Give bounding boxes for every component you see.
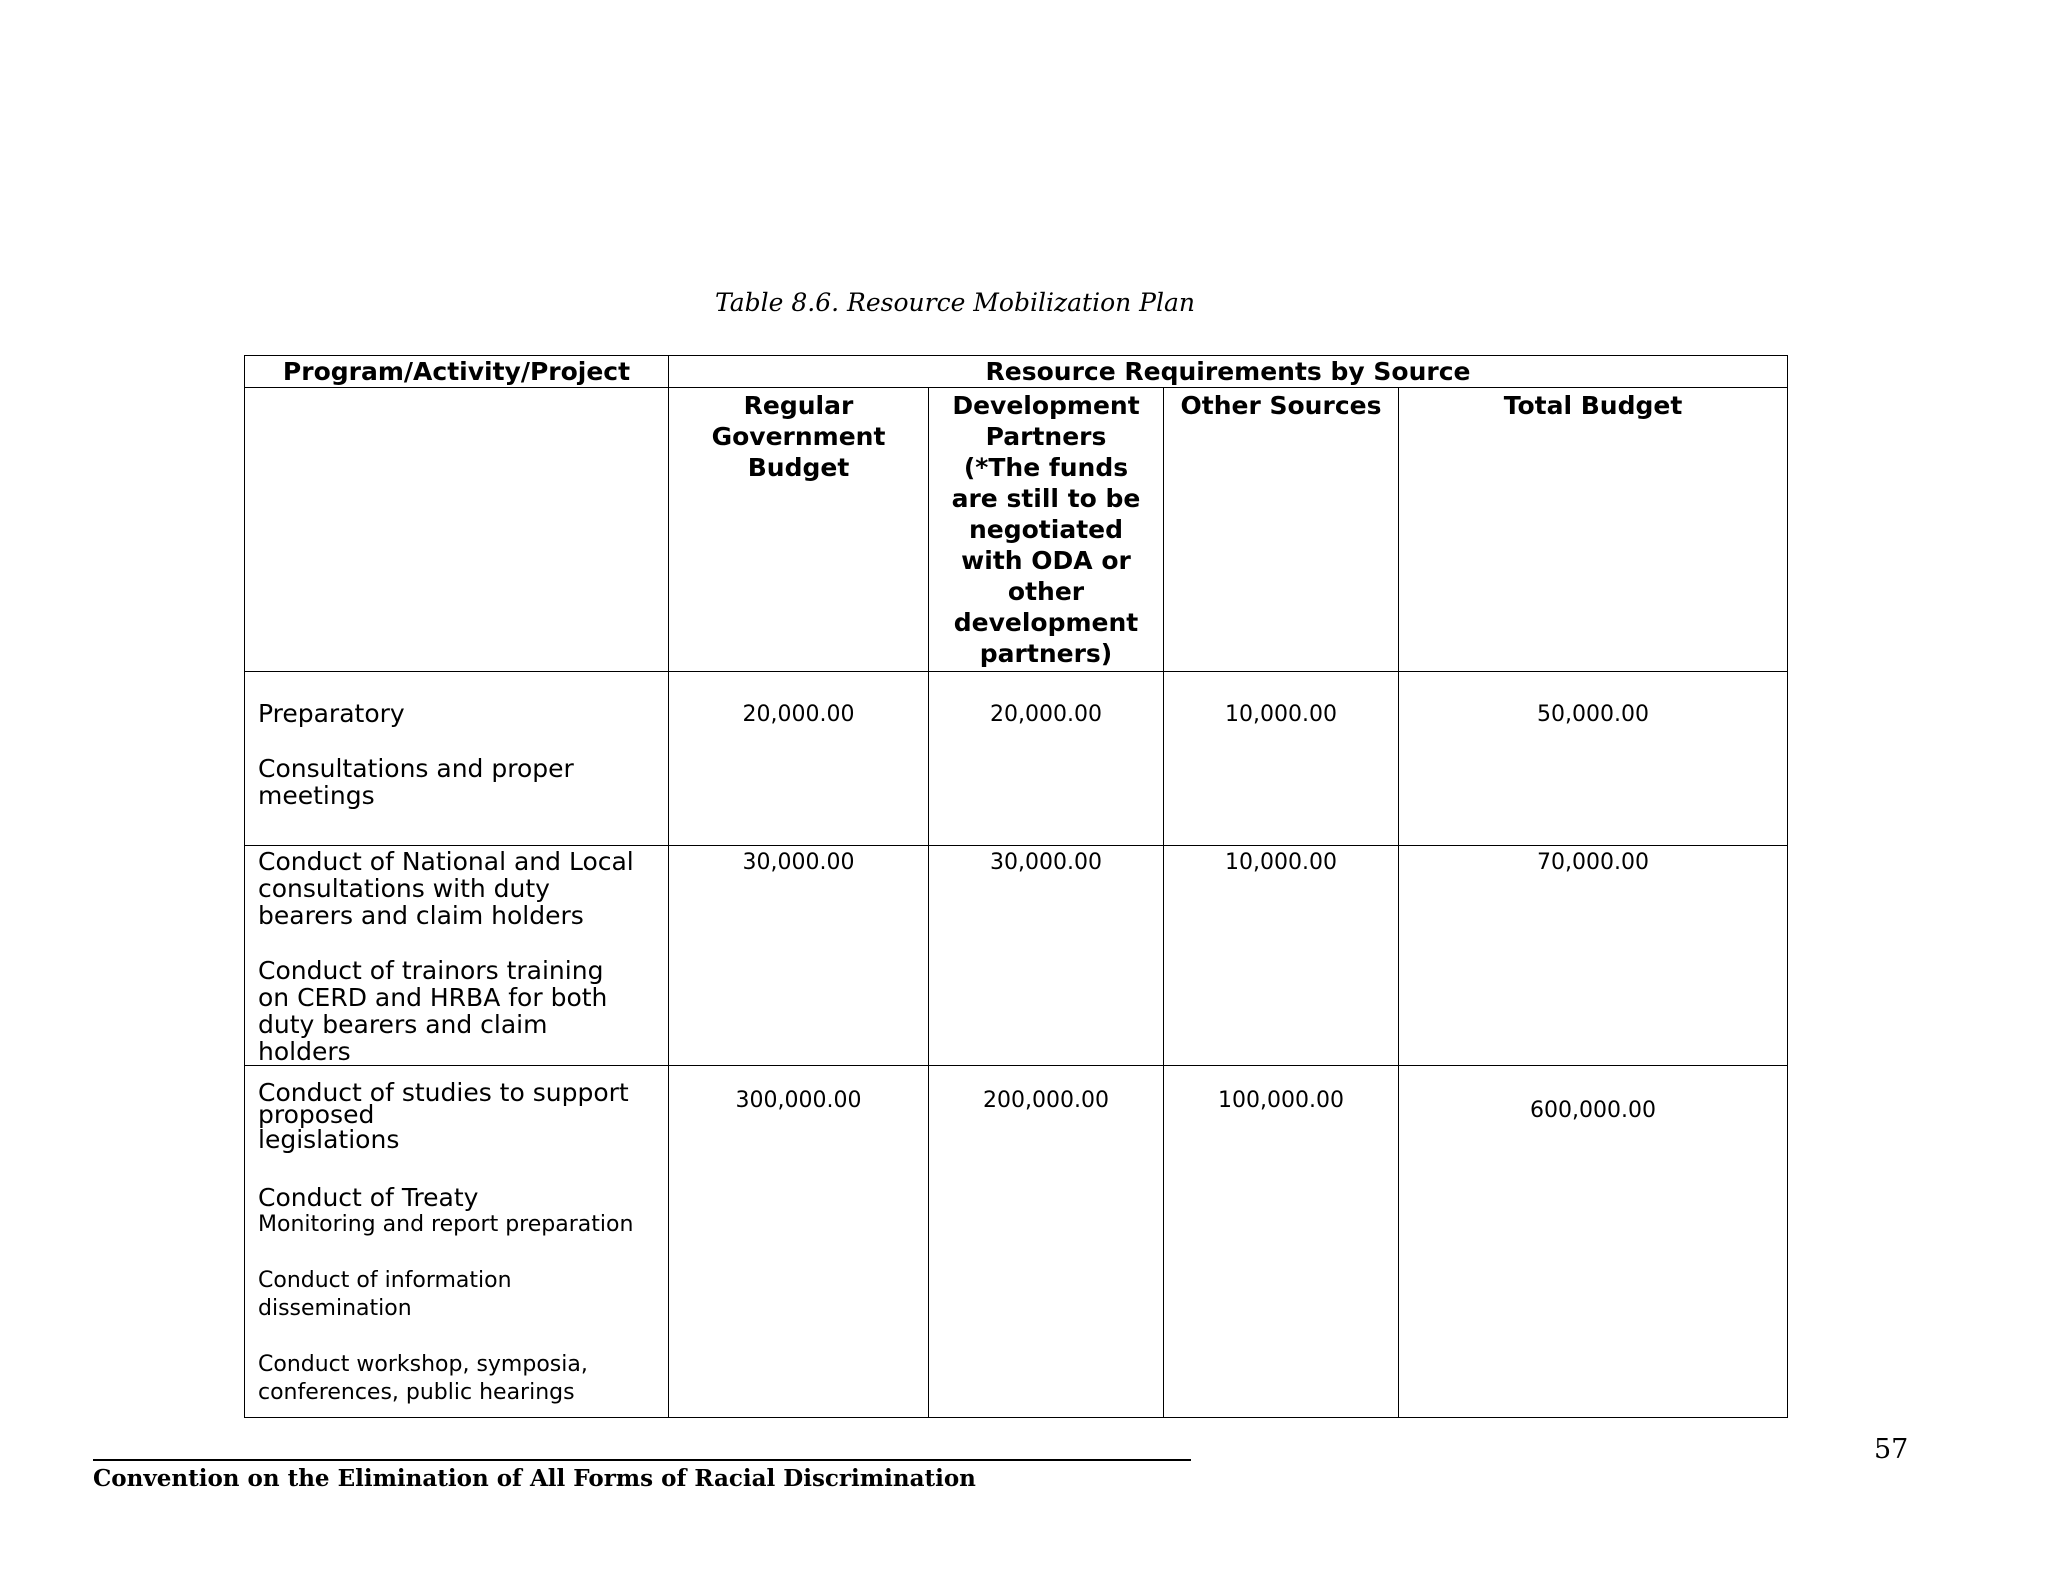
table-row (245, 846, 1788, 1066)
activity-item: Conduct of studies to support (258, 1078, 629, 1107)
header-empty-cell (245, 388, 669, 672)
total-budget-value: 50,000.00 (1399, 672, 1788, 846)
footer-divider (93, 1459, 1191, 1461)
activity-cell (245, 846, 669, 1066)
regular-budget-value: 20,000.00 (669, 672, 929, 846)
footer-title: Convention on the Elimination of All Forms of Racial Discrimination (93, 1465, 976, 1492)
table-row (245, 672, 1788, 846)
activity-item: Monitoring and report preparation (258, 1212, 634, 1237)
resource-mobilization-table (244, 355, 1788, 1418)
table-row (245, 1066, 1788, 1418)
activity-item: proposed (258, 1100, 375, 1129)
activity-cell (245, 1066, 669, 1418)
activity-item: Conduct of National and Local consultations with duty bearers and claim holders (258, 847, 634, 930)
header-other-sources: Other Sources (1164, 388, 1399, 672)
page-number: 57 (1874, 1434, 1909, 1465)
activity-cell (245, 672, 669, 846)
table-caption: Table 8.6. Resource Mobilization Plan (714, 288, 1195, 317)
header-total-budget: Total Budget (1399, 388, 1788, 672)
development-partners-value: 200,000.00 (929, 1066, 1164, 1418)
development-partners-value: 30,000.00 (929, 846, 1164, 1066)
activity-item: Preparatory (258, 699, 405, 728)
header-development-partners: Development Partners (*The funds are still to be negotiated with ODA or other development partners) (929, 388, 1164, 672)
regular-budget-value: 300,000.00 (669, 1066, 929, 1418)
activity-item: legislations (258, 1125, 400, 1154)
activity-item: Conduct of information dissemination (258, 1268, 512, 1321)
activity-item: Conduct of Treaty (258, 1183, 479, 1212)
header-resource-requirements: Resource Requirements by Source (669, 356, 1788, 388)
other-sources-value: 10,000.00 (1164, 672, 1399, 846)
regular-budget-value: 30,000.00 (669, 846, 929, 1066)
development-partners-value: 20,000.00 (929, 672, 1164, 846)
activity-item: Conduct workshop, symposia, conferences, public hearings (258, 1352, 588, 1405)
activity-item: Consultations and proper meetings (258, 754, 574, 810)
header-regular-government-budget: Regular Government Budget (669, 388, 929, 672)
total-budget-value: 70,000.00 (1399, 846, 1788, 1066)
other-sources-value: 10,000.00 (1164, 846, 1399, 1066)
header-program-activity-project: Program/Activity/Project (245, 356, 669, 388)
total-budget-value: 600,000.00 (1399, 1066, 1788, 1418)
other-sources-value: 100,000.00 (1164, 1066, 1399, 1418)
activity-item: Conduct of trainors training on CERD and HRBA for both duty bearers and claim holders (258, 956, 608, 1066)
